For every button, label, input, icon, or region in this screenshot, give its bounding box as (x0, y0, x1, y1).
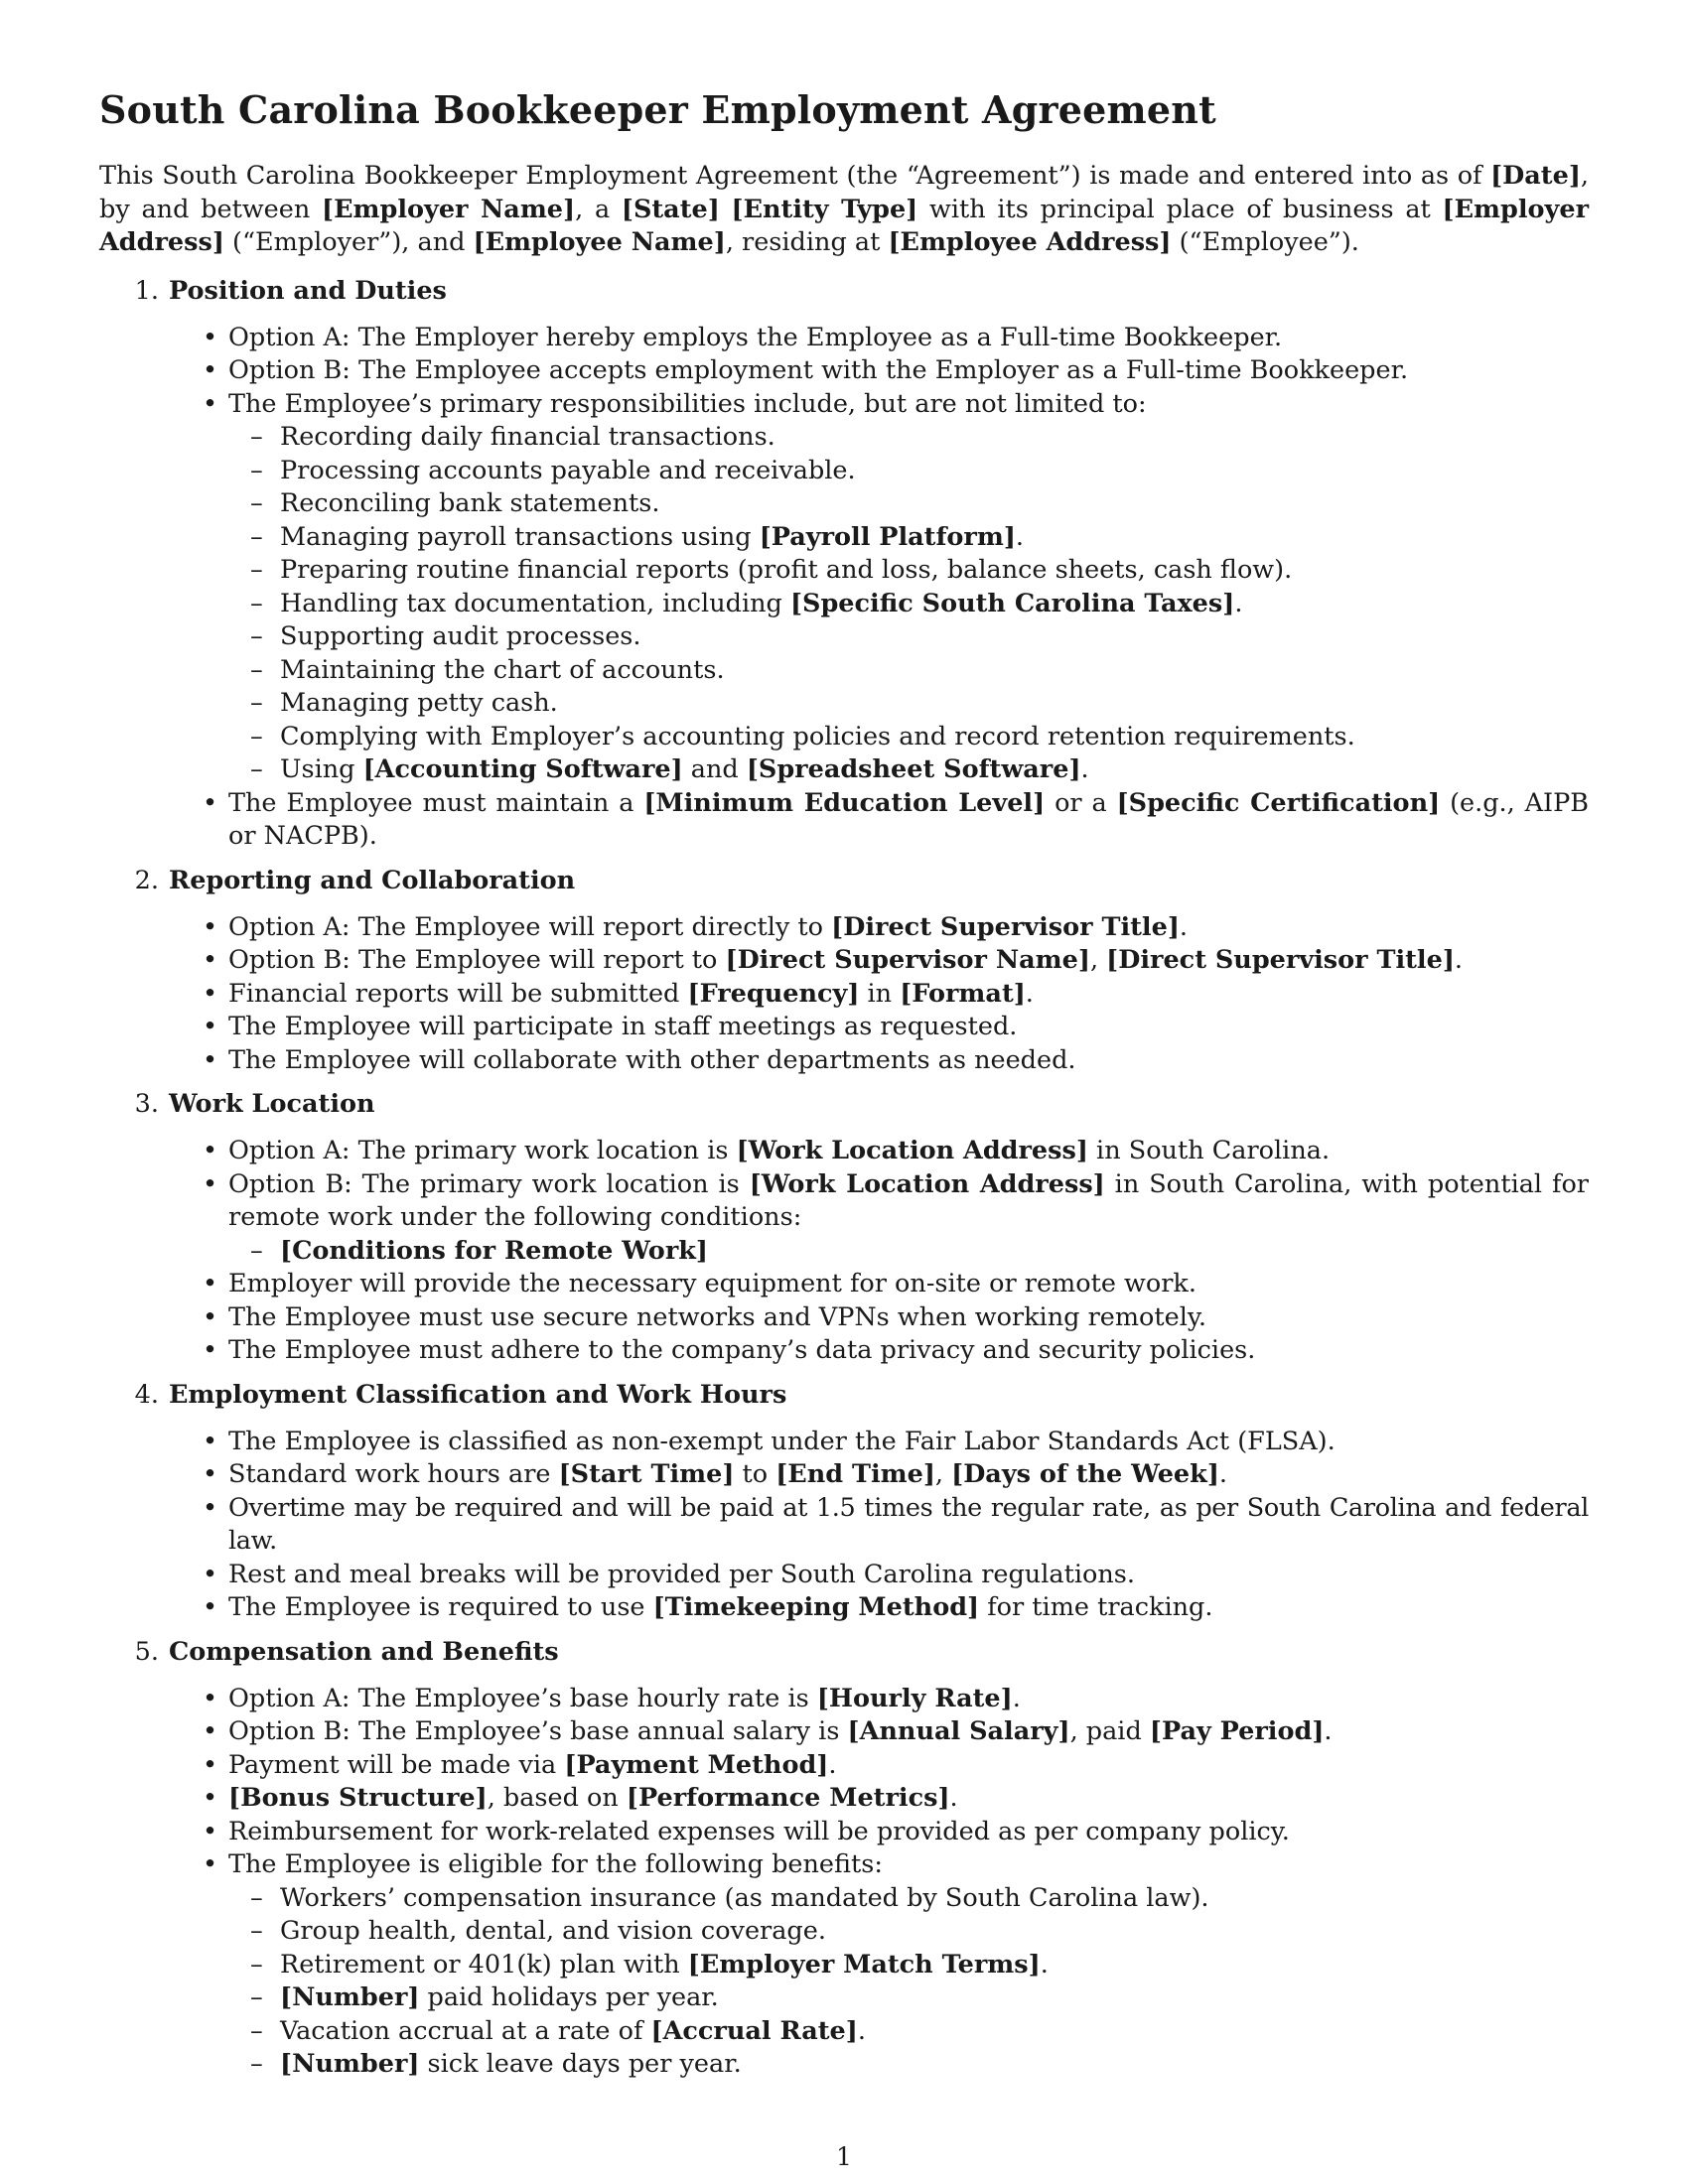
section-classification-hours (99, 1378, 1589, 1625)
list-item: • The Employee is eligible for the following benefits: – Workers’ compensation insurance (as mandated by South Carolina law). – Group health, dental, and vision coverage. – Retirement or 401(k) plan with [Employer Match Terms]. – [Number] paid holidays per year. – Vacation accrual at a rate of [Accrual Rate]. – [Number] sick leave days per year. (99, 1848, 1589, 2082)
sub-list-item: – Managing petty cash. (228, 687, 1589, 721)
list-item: • Option A: The Employer hereby employs the Employee as a Full-time Bookkeeper. (99, 322, 1589, 355)
list-item: • Financial reports will be submitted [Frequency] in [Format]. (99, 978, 1589, 1012)
list-item: • Overtime may be required and will be paid at 1.5 times the regular rate, as per South Carolina and federal law. (99, 1492, 1589, 1559)
list-item: • Standard work hours are [Start Time] to [End Time], [Days of the Week]. (99, 1458, 1589, 1492)
list-item: • The Employee must maintain a [Minimum Education Level] or a [Specific Certification] (e.g., AIPB or NACPB). (99, 787, 1589, 854)
sub-list-item: – Preparing routine financial reports (profit and loss, balance sheets, cash flow). (228, 554, 1589, 588)
list-item: • The Employee’s primary responsibilities include, but are not limited to: – Recording daily financial transactions. – Processing accounts payable and receivable. – Reconciling bank statements. – Managing payroll transactions using [Payroll Platform]. – Preparing routine financial reports (profit and loss, balance sheets, cash flow). – Handling tax documentation, including [Specific South Carolina Taxes]. – Supporting audit processes. – Maintaining the chart of accounts. – Managing petty cash. – Complying with Employer’s accounting policies and record retention requirements. – Using [Accounting Software] and [Spreadsheet Software]. (99, 388, 1589, 787)
list-item: • The Employee is required to use [Timekeeping Method] for time tracking. (99, 1591, 1589, 1625)
section-heading: 5. Compensation and Benefits (134, 1636, 559, 1667)
list-item: • Option B: The Employee will report to [Direct Supervisor Name], [Direct Supervisor Title]. (99, 944, 1589, 978)
sub-list-item: – Retirement or 401(k) plan with [Employer Match Terms]. (228, 1949, 1589, 1982)
section-heading: 1. Position and Duties (134, 275, 447, 306)
sub-list-item: – Processing accounts payable and receivable. (228, 455, 1589, 488)
sub-list-item: – [Conditions for Remote Work] (228, 1235, 1589, 1269)
sub-list-item: – Complying with Employer’s accounting policies and record retention requirements. (228, 721, 1589, 754)
sub-list-item: – Group health, dental, and vision coverage. (228, 1915, 1589, 1949)
bullet-list (99, 911, 1589, 1078)
list-item: • The Employee must use secure networks and VPNs when working remotely. (99, 1301, 1589, 1335)
list-item: • Option A: The Employee’s base hourly rate is [Hourly Rate]. (99, 1683, 1589, 1716)
sub-list-item: – Reconciling bank statements. (228, 487, 1589, 521)
list-item: • Option B: The primary work location is [Work Location Address] in South Carolina, with potential for remote work under the following conditions: – [Conditions for Remote Work] (99, 1168, 1589, 1269)
list-item: • Option B: The Employee accepts employment with the Employer as a Full-time Bookkeeper. (99, 354, 1589, 388)
section-heading: 4. Employment Classification and Work Hours (134, 1379, 787, 1410)
section-position-duties (99, 274, 1589, 854)
section-heading: 3. Work Location (134, 1089, 375, 1119)
section-compensation-benefits (99, 1635, 1589, 2082)
document-title: South Carolina Bookkeeper Employment Agreement (99, 87, 1216, 132)
section-work-location (99, 1087, 1589, 1368)
list-item: • The Employee will participate in staff meetings as requested. (99, 1011, 1589, 1044)
list-item: • The Employee will collaborate with other departments as needed. (99, 1044, 1589, 1078)
list-item: • Rest and meal breaks will be provided per South Carolina regulations. (99, 1559, 1589, 1592)
list-item: • Option B: The Employee’s base annual salary is [Annual Salary], paid [Pay Period]. (99, 1715, 1589, 1749)
list-item: • The Employee must adhere to the company’s data privacy and security policies. (99, 1334, 1589, 1368)
sub-list (228, 1882, 1589, 2082)
document-page (99, 87, 1589, 2092)
list-item: • Option A: The primary work location is [Work Location Address] in South Carolina. (99, 1135, 1589, 1168)
sub-list-item: – Vacation accrual at a rate of [Accrual Rate]. (228, 2015, 1589, 2049)
intro-paragraph: This South Carolina Bookkeeper Employment Agreement (the “Agreement”) is made and entered into as of [Date], by and between [Employer Name], a [State] [Entity Type] with its principal place of business at [Employer Address] (“Employer”), and [Employee Name], residing at [Employee Address] (“Employee”). (99, 161, 1589, 257)
sub-list-item: – Recording daily financial transactions. (228, 421, 1589, 455)
sub-list-item: – [Number] sick leave days per year. (228, 2048, 1589, 2082)
list-item: • Payment will be made via [Payment Method]. (99, 1749, 1589, 1783)
section-reporting-collaboration (99, 864, 1589, 1078)
list-item: • Employer will provide the necessary equipment for on-site or remote work. (99, 1268, 1589, 1301)
section-heading: 2. Reporting and Collaboration (134, 865, 576, 895)
list-item: • Option A: The Employee will report directly to [Direct Supervisor Title]. (99, 911, 1589, 945)
sub-list-item: – Handling tax documentation, including [Specific South Carolina Taxes]. (228, 588, 1589, 621)
sub-list (228, 421, 1589, 787)
bullet-list (99, 322, 1589, 854)
list-item: • The Employee is classified as non-exempt under the Fair Labor Standards Act (FLSA). (99, 1426, 1589, 1459)
list-item: • Reimbursement for work-related expenses will be provided as per company policy. (99, 1816, 1589, 1849)
sub-list-item: – Using [Accounting Software] and [Spreadsheet Software]. (228, 753, 1589, 787)
list-item: • [Bonus Structure], based on [Performance Metrics]. (99, 1782, 1589, 1816)
sub-list (228, 1235, 1589, 1269)
page-number: 1 (836, 2142, 852, 2171)
sub-list-item: – Maintaining the chart of accounts. (228, 654, 1589, 688)
sub-list-item: – Supporting audit processes. (228, 620, 1589, 654)
sub-list-item: – Workers’ compensation insurance (as mandated by South Carolina law). (228, 1882, 1589, 1916)
sub-list-item: – Managing payroll transactions using [Payroll Platform]. (228, 521, 1589, 555)
bullet-list (99, 1683, 1589, 2082)
bullet-list (99, 1426, 1589, 1625)
sub-list-item: – [Number] paid holidays per year. (228, 1981, 1589, 2015)
bullet-list (99, 1135, 1589, 1368)
